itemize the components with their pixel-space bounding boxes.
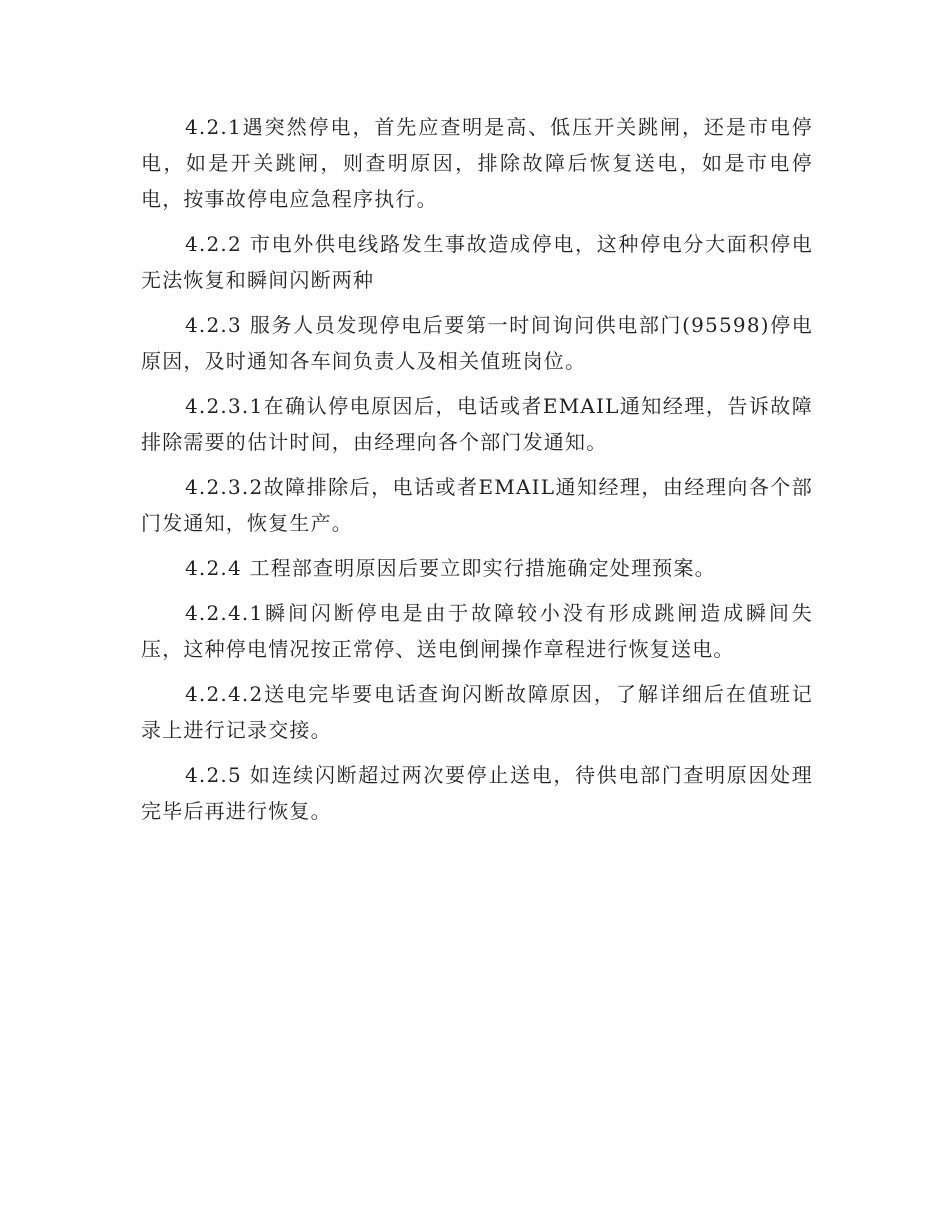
paragraph-4-2-4-1: 4.2.4.1瞬间闪断停电是由于故障较小没有形成跳闸造成瞬间失压，这种停电情况按正常停、送电倒闸操作章程进行恢复送电。	[141, 601, 813, 661]
document-body	[141, 109, 813, 838]
paragraph-4-2-2: 4.2.2 市电外供电线路发生事故造成停电，这种停电分大面积停电无法恢复和瞬间闪断两种	[141, 232, 813, 292]
paragraph-4-2-5: 4.2.5 如连续闪断超过两次要停止送电，待供电部门查明原因处理完毕后再进行恢复。	[141, 763, 813, 823]
paragraph-4-2-1: 4.2.1遇突然停电，首先应查明是高、低压开关跳闸，还是市电停电，如是开关跳闸，则查明原因，排除故障后恢复送电，如是市电停电，按事故停电应急程序执行。	[141, 115, 813, 211]
paragraph-4-2-4-2: 4.2.4.2送电完毕要电话查询闪断故障原因，了解详细后在值班记录上进行记录交接。	[141, 682, 813, 742]
paragraph-4-2-3-2: 4.2.3.2故障排除后，电话或者EMAIL通知经理，由经理向各个部门发通知，恢复生产。	[141, 475, 813, 535]
paragraph-4-2-4: 4.2.4 工程部查明原因后要立即实行措施确定处理预案。	[185, 556, 716, 580]
paragraph-4-2-3: 4.2.3 服务人员发现停电后要第一时间询问供电部门(95598)停电原因，及时通知各车间负责人及相关值班岗位。	[141, 313, 813, 373]
paragraph-4-2-3-1: 4.2.3.1在确认停电原因后，电话或者EMAIL通知经理，告诉故障排除需要的估计时间，由经理向各个部门发通知。	[141, 394, 813, 454]
